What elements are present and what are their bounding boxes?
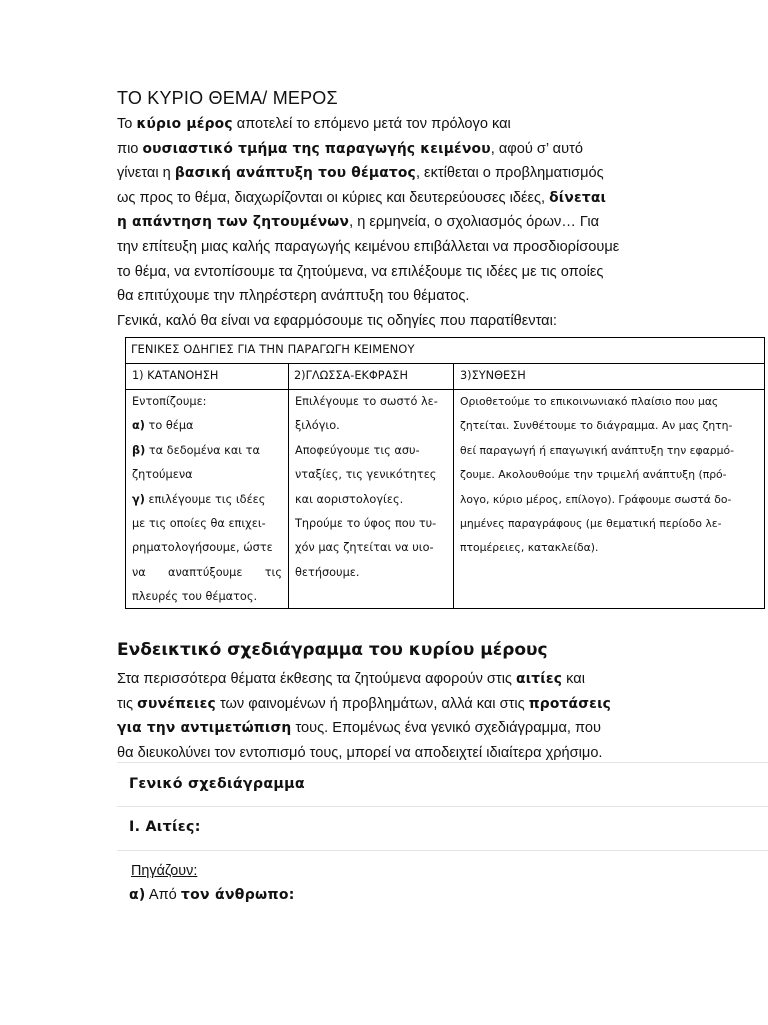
- section-paragraph: [117, 667, 657, 765]
- text: , αφού σ’ αυτό: [490, 140, 583, 157]
- outline-subheading: Πηγάζουν:: [131, 863, 198, 879]
- cell-line: πλευρές του θέματος.: [132, 590, 258, 604]
- table-header-cell: 2)ΓΛΩΣΣΑ-ΕΚΦΡΑΣΗ: [294, 369, 408, 382]
- table-header-row: [126, 364, 764, 390]
- bold-text: βασική ανάπτυξη του θέματος: [174, 165, 416, 182]
- cell-line: θετήσουμε.: [295, 565, 360, 579]
- bold-text: για την αντιμετώπιση: [117, 720, 292, 737]
- cell-line: θεί παραγωγή ή επαγωγική ανάπτυξη την εφαρμό-: [460, 443, 734, 457]
- cell-line: ρηματολογήσουμε, ώστε: [132, 541, 273, 555]
- table-cell-synthesis: [460, 390, 762, 561]
- cell-line: Επιλέγουμε το σωστό λε-: [295, 395, 438, 408]
- text: γίνεται η: [117, 165, 175, 182]
- text: αποτελεί το επόμενο μετά τον πρόλογο και: [232, 116, 511, 132]
- cell-line: χόν μας ζητείται να υιο-: [295, 541, 434, 555]
- intro-line: [117, 186, 657, 211]
- text: Το: [117, 116, 137, 132]
- bold-text: προτάσεις: [528, 695, 612, 712]
- text: το θέμα: [144, 419, 194, 433]
- section-line: θα διευκολύνει τον εντοπισμό τους, μπορεί να αποδειχτεί ιδιαίτερα χρήσιμο.: [117, 744, 603, 761]
- cell-line: Αποφεύγουμε τις ασυ-: [295, 443, 420, 457]
- bold-text: γ): [132, 492, 145, 506]
- outline-panel: [117, 762, 768, 1025]
- table-header-cell: 3)ΣΥΝΘΕΣΗ: [460, 369, 526, 382]
- cell-line: νταξίες, τις γενικότητες: [295, 468, 437, 482]
- bold-text: κύριο μέρος: [136, 116, 233, 132]
- cell-line: [132, 488, 282, 512]
- cell-line: λογο, κύριο μέρος, επίλογο). Γράφουμε σωστά δο-: [460, 492, 732, 506]
- table-cell-language: [295, 390, 449, 585]
- cell-line: με τις οποίες θα επιχει-: [132, 516, 266, 530]
- text: τους. Επομένως ένα γενικό σχεδιάγραμμα, που: [291, 720, 601, 737]
- section-line: [117, 716, 657, 741]
- bold-text: ουσιαστικό τμήμα της παραγωγής κειμένου: [142, 140, 491, 157]
- outline-section-title: Ι. Αιτίες:: [129, 819, 201, 835]
- cell-line: [132, 439, 282, 463]
- section-line: [117, 692, 657, 717]
- text: των φαινομένων ή προβλημάτων, αλλά και στις: [215, 695, 529, 712]
- text: επιλέγουμε τις ιδέες: [148, 492, 266, 506]
- outline-title: Γενικό σχεδιάγραμμα: [129, 776, 305, 792]
- outline-row: [117, 806, 768, 851]
- intro-line: Γενικά, καλό θα είναι να εφαρμόσουμε τις οδηγίες που παρατίθενται:: [117, 312, 557, 329]
- table-cell-understanding: [132, 390, 282, 610]
- text: τις: [117, 695, 138, 712]
- bold-text: α): [132, 419, 145, 433]
- intro-line: το θέμα, να εντοπίσουμε τα ζητούμενα, να επιλέξουμε τις ιδέες με τις οποίες: [117, 263, 604, 280]
- cell-line: Οριοθετούμε το επικοινωνιακό πλαίσιο που μας: [460, 395, 719, 408]
- table-caption: ΓΕΝΙΚΕΣ ΟΔΗΓΙΕΣ ΓΙΑ ΤΗΝ ΠΑΡΑΓΩΓΗ ΚΕΙΜΕΝΟΥ: [126, 338, 764, 364]
- cell-line: ξιλόγιο.: [295, 419, 340, 433]
- bold-text: α): [129, 887, 146, 903]
- cell-line: και αοριστολογίες.: [295, 492, 404, 506]
- table-divider: [288, 364, 289, 608]
- text: αναπτύξουμε: [168, 565, 243, 579]
- table-divider: [453, 364, 454, 608]
- cell-line: Τηρούμε το ύφος που τυ-: [295, 516, 437, 530]
- bold-text: η απάντηση των ζητουμένων: [117, 214, 350, 231]
- text: Από: [145, 887, 181, 903]
- intro-line: [117, 112, 657, 137]
- text: ως προς το θέμα, διαχωρίζονται οι κύριες και δευτερεύουσες ιδέες,: [117, 189, 550, 206]
- text: και: [562, 671, 585, 687]
- bold-text: αιτίες: [516, 671, 563, 687]
- cell-line: μημένες παραγράφους (με θεματική περίοδο λε-: [460, 516, 722, 530]
- cell-line: πτομέρειες, κατακλείδα).: [460, 541, 599, 555]
- cell-line: Εντοπίζουμε:: [132, 395, 207, 408]
- text: , εκτίθεται ο προβληματισμός: [415, 165, 604, 182]
- bold-text: συνέπειες: [137, 695, 216, 712]
- intro-line: [117, 161, 657, 186]
- text: να: [132, 565, 146, 579]
- intro-paragraph: [117, 112, 657, 333]
- intro-line: θα επιτύχουμε την πληρέστερη ανάπτυξη του θέματος.: [117, 288, 470, 305]
- cell-line: [132, 414, 282, 438]
- outline-row: [117, 763, 768, 807]
- intro-line: την επίτευξη μιας καλής παραγωγής κειμένου επιβάλλεται να προσδιορίσουμε: [117, 238, 620, 255]
- text: , η ερμηνεία, ο σχολιασμός όρων… Για: [349, 214, 600, 231]
- text: τα δεδομένα και τα: [148, 443, 260, 457]
- outline-item: [129, 887, 295, 903]
- cell-line: ζητείται. Συνθέτουμε το διάγραμμα. Αν μας ζητη-: [460, 419, 733, 433]
- page-title: ΤΟ ΚΥΡΙΟ ΘΕΜΑ/ ΜΕΡΟΣ: [117, 88, 338, 108]
- text: τις: [264, 565, 282, 579]
- intro-line: [117, 210, 657, 235]
- cell-line: [132, 561, 282, 585]
- cell-line: ζητούμενα: [132, 468, 193, 482]
- text: Στα περισσότερα θέματα έκθεσης τα ζητούμενα αφορούν στις: [117, 671, 517, 687]
- text: πιο: [117, 140, 143, 157]
- section-heading: Ενδεικτικό σχεδιάγραμμα του κυρίου μέρους: [117, 640, 548, 660]
- table-header-cell: 1) ΚΑΤΑΝΟΗΣΗ: [132, 369, 219, 382]
- bold-text: τον άνθρωπο:: [180, 887, 295, 903]
- bold-text: δίνεται: [549, 189, 607, 206]
- cell-line: ζουμε. Ακολουθούμε την τριμελή ανάπτυξη (πρό-: [460, 468, 727, 482]
- section-line: [117, 667, 657, 692]
- bold-text: β): [132, 443, 146, 457]
- guidelines-table: [125, 337, 765, 609]
- intro-line: [117, 137, 657, 162]
